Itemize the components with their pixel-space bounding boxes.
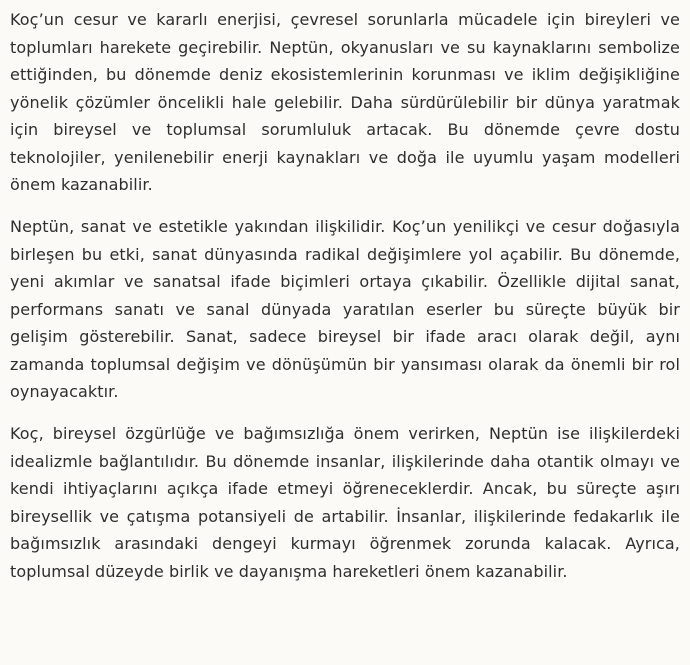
article-body <box>10 6 680 600</box>
paragraph-environment: Koç’un cesur ve kararlı enerjisi, çevresel sorunlarla mücadele için bireyleri ve toplumları harekete geçirebilir. Neptün, okyanusları ve su kaynaklarını sembolize ettiğinden, bu dönemde deniz ekosistemlerinin korunması ve iklim değişikliğine yönelik çözümler öncelikli hale gelebilir. Daha sürdürülebilir bir dünya yaratmak için bireysel ve toplumsal sorumluluk artacak. Bu dönemde çevre dostu teknolojiler, yenilenebilir enerji kaynakları ve doğa ile uyumlu yaşam modelleri önem kazanabilir. <box>10 10 680 194</box>
paragraph-relationships: Koç, bireysel özgürlüğe ve bağımsızlığa önem verirken, Neptün ise ilişkilerdeki idealizmle bağlantılıdır. Bu dönemde insanlar, ilişkilerinde daha otantik olmayı ve kendi ihtiyaçlarını açıkça ifade etmeyi öğreneceklerdir. Ancak, bu süreçte aşırı bireysellik ve çatışma potansiyeli de artabilir. İnsanlar, ilişkilerinde fedakarlık ile bağımsızlık arasındaki dengeyi kurmayı öğrenmek zorunda kalacak. Ayrıca, toplumsal düzeyde birlik ve dayanışma hareketleri önem kazanabilir. <box>10 424 680 581</box>
paragraph-art: Neptün, sanat ve estetikle yakından ilişkilidir. Koç’un yenilikçi ve cesur doğasıyla birleşen bu etki, sanat dünyasında radikal değişimlere yol açabilir. Bu dönemde, yeni akımlar ve sanatsal ifade biçimleri ortaya çıkabilir. Özellikle dijital sanat, performans sanatı ve sanal dünyada yaratılan eserler bu süreçte büyük bir gelişim gösterebilir. Sanat, sadece bireysel bir ifade aracı olarak değil, aynı zamanda toplumsal değişim ve dönüşümün bir yansıması olarak da önemli bir rol oynayacaktır. <box>10 217 680 401</box>
